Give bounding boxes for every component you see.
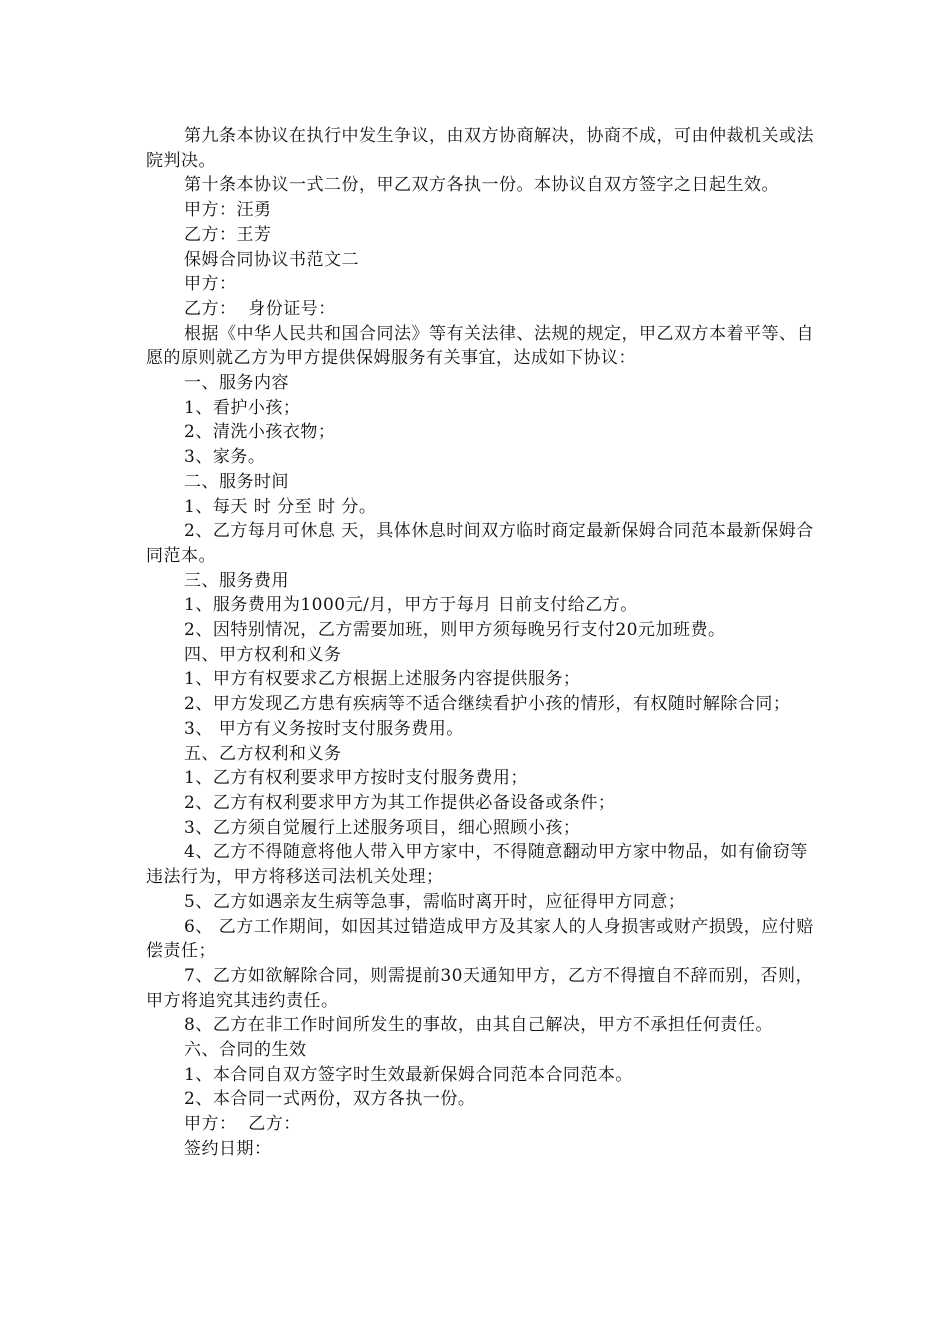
paragraph: 甲方： 乙方： xyxy=(184,1114,301,1135)
paragraph: 三、服务费用 xyxy=(184,570,289,591)
paragraph: 4、乙方不得随意将他人带入甲方家中，不得随意翻动甲方家中物品，如有偷窃等违法行为，甲方将移送司法机关处理； xyxy=(146,842,808,888)
paragraph: 1、服务费用为1000元/月，甲方于每月 日前支付给乙方。 xyxy=(184,595,638,616)
paragraph: 2、乙方有权利要求甲方为其工作提供必备设备或条件； xyxy=(184,792,616,813)
paragraph: 根据《中华人民共和国合同法》等有关法律、法规的规定，甲乙双方本着平等、自愿的原则就乙方为甲方提供保姆服务有关事宜，达成如下协议： xyxy=(146,323,814,369)
paragraph: 1、甲方有权要求乙方根据上述服务内容提供服务； xyxy=(184,669,581,690)
paragraph: 第九条本协议在执行中发生争议，由双方协商解决，协商不成，可由仲裁机关或法院判决。 xyxy=(146,126,814,171)
paragraph: 保姆合同协议书范文二 xyxy=(184,249,359,270)
paragraph: 3、乙方须自觉履行上述服务项目，细心照顾小孩； xyxy=(184,817,581,838)
paragraph: 甲方： xyxy=(184,274,237,295)
paragraph: 一、服务内容 xyxy=(184,373,289,394)
paragraph: 乙方： 身份证号： xyxy=(184,298,336,319)
paragraph: 六、合同的生效 xyxy=(184,1040,307,1061)
paragraph: 签约日期： xyxy=(184,1138,272,1159)
paragraph: 5、乙方如遇亲友生病等急事，需临时离开时，应征得甲方同意； xyxy=(184,891,686,912)
paragraph: 1、乙方有权利要求甲方按时支付服务费用； xyxy=(184,768,528,789)
paragraph: 二、服务时间 xyxy=(184,471,289,492)
paragraph: 7、乙方如欲解除合同，则需提前30天通知甲方，乙方不得擅自不辞而别，否则，甲方将追究其违约责任。 xyxy=(146,965,813,1011)
paragraph: 3、家务。 xyxy=(184,447,266,468)
paragraph: 2、甲方发现乙方患有疾病等不适合继续看护小孩的情形，有权随时解除合同； xyxy=(184,694,791,715)
paragraph: 2、清洗小孩衣物； xyxy=(184,422,336,443)
paragraph: 6、 乙方工作期间，如因其过错造成甲方及其家人的人身损害或财产损毁，应付赔偿责任； xyxy=(146,916,814,962)
paragraph: 1、看护小孩； xyxy=(184,397,301,418)
paragraph: 五、乙方权利和义务 xyxy=(184,743,342,764)
paragraph: 3、 甲方有义务按时支付服务费用。 xyxy=(184,718,464,739)
paragraph: 2、因特别情况，乙方需要加班，则甲方须每晚另行支付20元加班费。 xyxy=(184,620,726,641)
paragraph: 四、甲方权利和义务 xyxy=(184,644,342,665)
paragraph: 1、本合同自双方签字时生效最新保姆合同范本合同范本。 xyxy=(184,1064,633,1085)
document-body xyxy=(146,124,814,1162)
paragraph: 甲方：汪勇 xyxy=(184,200,272,221)
paragraph: 2、乙方每月可休息 天，具体休息时间双方临时商定最新保姆合同范本最新保姆合同范本。 xyxy=(146,521,814,566)
paragraph: 第十条本协议一式二份，甲乙双方各执一份。本协议自双方签字之日起生效。 xyxy=(184,175,779,196)
paragraph: 8、乙方在非工作时间所发生的事故，由其自己解决，甲方不承担任何责任。 xyxy=(184,1015,773,1036)
paragraph: 2、本合同一式两份，双方各执一份。 xyxy=(184,1089,476,1110)
paragraph: 1、每天 时 分至 时 分。 xyxy=(184,496,377,517)
paragraph: 乙方：王芳 xyxy=(184,224,272,245)
